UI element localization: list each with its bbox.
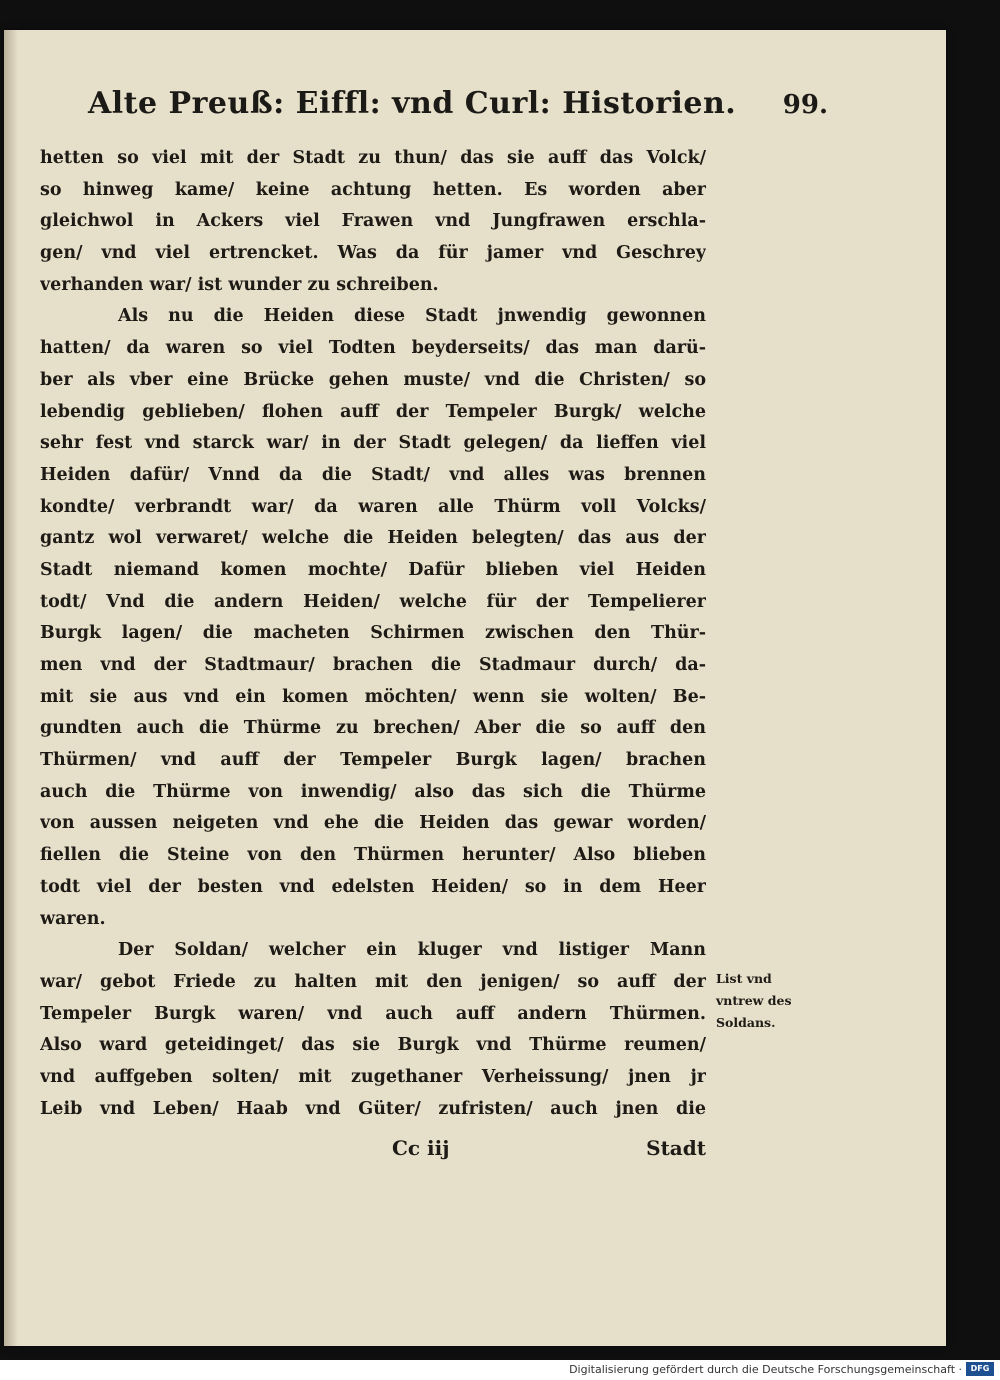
text-line: gundten auch die Thürme zu brechen/ Aber die so auff den	[40, 718, 706, 739]
marginal-note	[716, 968, 826, 1034]
text-line: Burgk lagen/ die macheten Schirmen zwischen den Thür-	[40, 623, 706, 644]
text-line: Der Soldan/ welcher ein kluger vnd listiger Mann	[118, 940, 706, 961]
text-line: lebendig geblieben/ flohen auff der Tempeler Burgk/ welche	[40, 401, 706, 422]
text-line: Heiden dafür/ Vnnd da die Stadt/ vnd alles was brennen	[40, 464, 706, 485]
margin-note-line: List vnd	[716, 971, 772, 986]
text-line: von aussen neigeten vnd ehe die Heiden das gewar worden/	[40, 813, 706, 834]
page-header	[88, 80, 828, 130]
text-line: Als nu die Heiden diese Stadt jnwendig gewonnen	[118, 306, 706, 327]
text-line: vnd auffgeben solten/ mit zugethaner Verheissung/ jnen jr	[40, 1066, 706, 1087]
digitization-footer	[0, 1360, 1000, 1380]
catchword: Stadt	[646, 1136, 706, 1160]
text-line: Leib vnd Leben/ Haab vnd Güter/ zufristen/ auch jnen die	[40, 1098, 706, 1119]
text-line: ber als vber eine Brücke gehen muste/ vnd die Christen/ so	[40, 369, 706, 390]
text-line: fiellen die Steine von den Thürmen herunter/ Also blieben	[40, 845, 706, 866]
text-line: kondte/ verbrandt war/ da waren alle Thürm voll Volcks/	[40, 496, 706, 517]
page-number: 99.	[782, 90, 828, 120]
text-line: auch die Thürme von inwendig/ also das sich die Thürme	[40, 781, 706, 802]
text-line: todt viel der besten vnd edelsten Heiden/ so in dem Heer	[40, 876, 706, 897]
text-line: Tempeler Burgk waren/ vnd auch auff andern Thürmen.	[40, 1003, 706, 1024]
text-line: gen/ vnd viel ertrencket. Was da für jamer vnd Geschrey	[40, 243, 706, 264]
text-line: todt/ Vnd die andern Heiden/ welche für der Tempelierer	[40, 591, 706, 612]
page-gutter-shadow	[4, 30, 18, 1346]
page-footer	[40, 1136, 706, 1168]
text-line: mit sie aus vnd ein komen möchten/ wenn sie wolten/ Be-	[40, 686, 706, 707]
running-head: Alte Preuß: Eiffl: vnd Curl: Historien.	[88, 86, 737, 121]
text-line: gleichwol in Ackers viel Frawen vnd Jungfrawen erschla-	[40, 211, 706, 232]
text-line: waren.	[40, 908, 106, 929]
text-line: verhanden war/ ist wunder zu schreiben.	[40, 274, 439, 295]
text-line: men vnd der Stadtmaur/ brachen die Stadmaur durch/ da-	[40, 655, 706, 675]
text-line: so hinweg kame/ keine achtung hetten. Es worden aber	[40, 179, 706, 200]
text-line: gantz wol verwaret/ welche die Heiden belegten/ das aus der	[40, 528, 706, 549]
text-line: hetten so viel mit der Stadt zu thun/ das sie auff das Volck/	[40, 148, 706, 168]
dfg-logo-icon: DFG	[966, 1362, 994, 1376]
margin-note-line: vntrew des	[716, 993, 792, 1008]
text-line: sehr fest vnd starck war/ in der Stadt gelegen/ da lieffen viel	[40, 433, 706, 454]
text-line: hatten/ da waren so viel Todten beyderseits/ das man darü-	[40, 338, 706, 359]
text-line: Stadt niemand komen mochte/ Dafür blieben viel Heiden	[40, 559, 706, 580]
text-line: war/ gebot Friede zu halten mit den jenigen/ so auff der	[40, 971, 706, 992]
text-line: Thürmen/ vnd auff der Tempeler Burgk lagen/ brachen	[40, 750, 706, 771]
margin-note-line: Soldans.	[716, 1015, 776, 1030]
signature-mark: Cc iij	[392, 1136, 450, 1160]
body-text	[40, 143, 706, 1125]
text-line: Also ward geteidinget/ das sie Burgk vnd Thürme reumen/	[40, 1035, 706, 1056]
funding-credit: Digitalisierung gefördert durch die Deutsche Forschungsgemeinschaft ·	[569, 1363, 962, 1376]
